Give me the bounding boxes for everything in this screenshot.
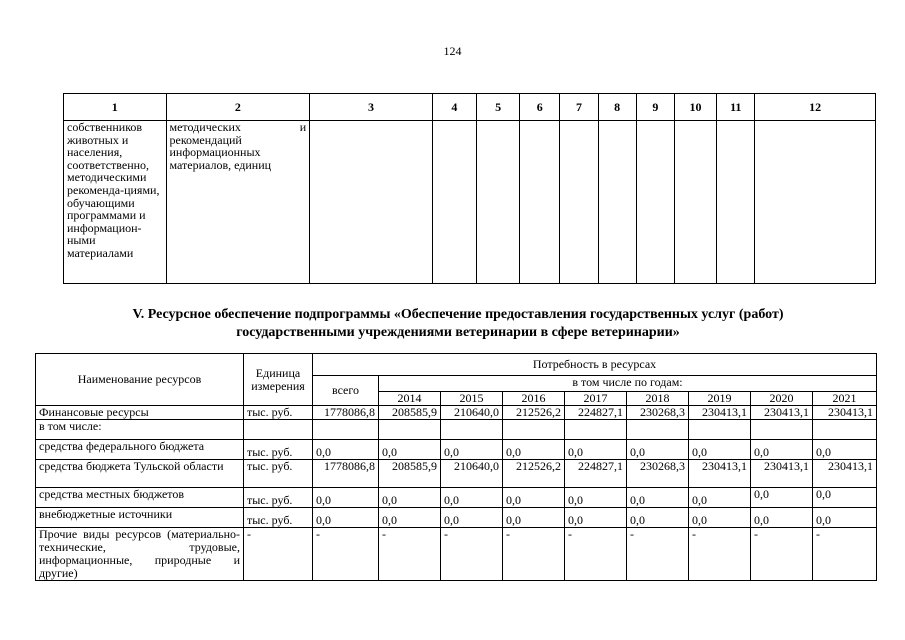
heading-line-1: V. Ресурсное обеспечение подпрограммы «Обеспечение предоставления государственных услуг (работ) (132, 307, 784, 322)
col-header: 4 (432, 94, 476, 121)
col-header: 6 (520, 94, 560, 121)
header-total: всего (313, 376, 379, 406)
indicator-text: собственников животных и населения, соответственно, методическими рекоменда-циями, обучающими программами и информацион-ными материалами (64, 121, 167, 284)
col-header: 12 (755, 94, 876, 121)
empty-cell (520, 121, 560, 284)
total-cell: 0,0 (313, 488, 379, 508)
table-row (36, 528, 877, 581)
year-header: 2016 (503, 392, 565, 406)
year-value-cell: 208585,9 (379, 460, 441, 488)
year-value-cell (565, 420, 627, 440)
resource-name-cell: в том числе: (36, 420, 244, 440)
col-header: 7 (560, 94, 598, 121)
year-value-cell: 0,0 (441, 488, 503, 508)
year-value-cell: 0,0 (627, 508, 689, 528)
total-cell: 1778086,8 (313, 460, 379, 488)
year-value-cell (751, 420, 813, 440)
resource-name-cell: внебюджетные источники (36, 508, 244, 528)
table-row (36, 460, 877, 488)
resource-name-cell: Прочие виды ресурсов (материально-технические, трудовые, информационные, природные и другие) (36, 528, 244, 581)
col-header: 10 (674, 94, 716, 121)
resource-name-cell: средства федерального бюджета (36, 440, 244, 460)
heading-line-2: государственными учреждениями ветеринарии в сфере ветеринарии» (236, 325, 680, 340)
empty-cell (432, 121, 476, 284)
header-by-years: в том числе по годам: (379, 376, 877, 392)
year-value-cell: 224827,1 (565, 406, 627, 420)
year-value-cell: 230268,3 (627, 406, 689, 420)
year-value-cell: 0,0 (441, 440, 503, 460)
col-header: 11 (717, 94, 755, 121)
year-value-cell: 230413,1 (813, 460, 877, 488)
unit-text (166, 121, 310, 284)
year-value-cell: 230413,1 (751, 460, 813, 488)
year-value-cell: - (751, 528, 813, 581)
year-header: 2021 (813, 392, 877, 406)
unit-cell: тыс. руб. (244, 406, 313, 420)
year-value-cell: - (627, 528, 689, 581)
unit-cell: тыс. руб. (244, 508, 313, 528)
year-value-cell (379, 420, 441, 440)
continuation-table (63, 93, 876, 284)
year-value-cell: - (441, 528, 503, 581)
year-value-cell: 230268,3 (627, 460, 689, 488)
year-value-cell (689, 420, 751, 440)
unit-cell (244, 420, 313, 440)
col-header: 9 (636, 94, 674, 121)
unit-text-line1: методических рекомендаций (169, 120, 242, 147)
year-value-cell: 0,0 (689, 508, 751, 528)
year-value-cell (813, 420, 877, 440)
year-value-cell: 0,0 (813, 440, 877, 460)
col-header: 3 (310, 94, 433, 121)
col-header: 5 (477, 94, 520, 121)
section-heading (40, 306, 876, 342)
header-resource-need: Потребность в ресурсах (313, 354, 877, 376)
year-header: 2020 (751, 392, 813, 406)
year-value-cell: 210640,0 (441, 406, 503, 420)
year-value-cell: 0,0 (503, 440, 565, 460)
total-cell: 0,0 (313, 440, 379, 460)
resource-name-cell: средства местных бюджетов (36, 488, 244, 508)
year-value-cell: 0,0 (565, 508, 627, 528)
year-value-cell: 230413,1 (689, 406, 751, 420)
total-cell: 0,0 (313, 508, 379, 528)
year-value-cell (441, 420, 503, 440)
year-value-cell: 212526,2 (503, 460, 565, 488)
year-value-cell: 0,0 (379, 440, 441, 460)
table-row (64, 121, 876, 284)
year-value-cell: 208585,9 (379, 406, 441, 420)
year-value-cell: 0,0 (813, 508, 877, 528)
empty-cell (477, 121, 520, 284)
empty-cell (636, 121, 674, 284)
year-header: 2014 (379, 392, 441, 406)
year-value-cell: 0,0 (751, 488, 813, 508)
year-value-cell: 0,0 (627, 488, 689, 508)
year-value-cell: - (565, 528, 627, 581)
year-header: 2015 (441, 392, 503, 406)
table-row (36, 406, 877, 420)
year-value-cell: 0,0 (565, 488, 627, 508)
year-value-cell (503, 420, 565, 440)
year-value-cell: - (689, 528, 751, 581)
year-value-cell (627, 420, 689, 440)
year-value-cell: 210640,0 (441, 460, 503, 488)
unit-cell: тыс. руб. (244, 460, 313, 488)
empty-cell (755, 121, 876, 284)
column-number-row (64, 94, 876, 121)
year-value-cell: 230413,1 (751, 406, 813, 420)
empty-cell (560, 121, 598, 284)
unit-text-conj: и (299, 120, 307, 134)
unit-cell: тыс. руб. (244, 440, 313, 460)
table-row (36, 508, 877, 528)
year-value-cell: 0,0 (379, 488, 441, 508)
year-value-cell: 0,0 (441, 508, 503, 528)
year-value-cell: - (379, 528, 441, 581)
year-value-cell: 0,0 (751, 440, 813, 460)
year-value-cell: 230413,1 (813, 406, 877, 420)
year-value-cell: 0,0 (565, 440, 627, 460)
table-row (36, 488, 877, 508)
year-value-cell: 212526,2 (503, 406, 565, 420)
year-value-cell: 224827,1 (565, 460, 627, 488)
header-unit: Единица измерения (244, 354, 313, 406)
total-cell (313, 420, 379, 440)
year-value-cell: 0,0 (689, 440, 751, 460)
year-value-cell: 0,0 (627, 440, 689, 460)
year-value-cell: 0,0 (813, 488, 877, 508)
col-header: 2 (166, 94, 310, 121)
total-cell: 1778086,8 (313, 406, 379, 420)
year-header: 2017 (565, 392, 627, 406)
year-value-cell: - (503, 528, 565, 581)
year-header: 2019 (689, 392, 751, 406)
year-header: 2018 (627, 392, 689, 406)
table-row (36, 440, 877, 460)
year-value-cell: 0,0 (379, 508, 441, 528)
empty-cell (674, 121, 716, 284)
page-number: 124 (443, 44, 462, 58)
year-value-cell: - (813, 528, 877, 581)
empty-cell (598, 121, 636, 284)
year-value-cell: 0,0 (689, 488, 751, 508)
col-header: 1 (64, 94, 167, 121)
empty-cell (310, 121, 433, 284)
year-value-cell: 0,0 (751, 508, 813, 528)
year-value-cell: 0,0 (503, 508, 565, 528)
unit-cell: тыс. руб. (244, 488, 313, 508)
header-resource-name: Наименование ресурсов (36, 354, 244, 406)
empty-cell (717, 121, 755, 284)
unit-cell: - (244, 528, 313, 581)
year-value-cell: 230413,1 (689, 460, 751, 488)
resource-table (35, 353, 877, 581)
resource-name-cell: Финансовые ресурсы (36, 406, 244, 420)
resource-name-cell: средства бюджета Тульской области (36, 460, 244, 488)
unit-text-rest: информационных материалов, единиц (169, 145, 272, 172)
col-header: 8 (598, 94, 636, 121)
table-row (36, 420, 877, 440)
total-cell: - (313, 528, 379, 581)
year-value-cell: 0,0 (503, 488, 565, 508)
